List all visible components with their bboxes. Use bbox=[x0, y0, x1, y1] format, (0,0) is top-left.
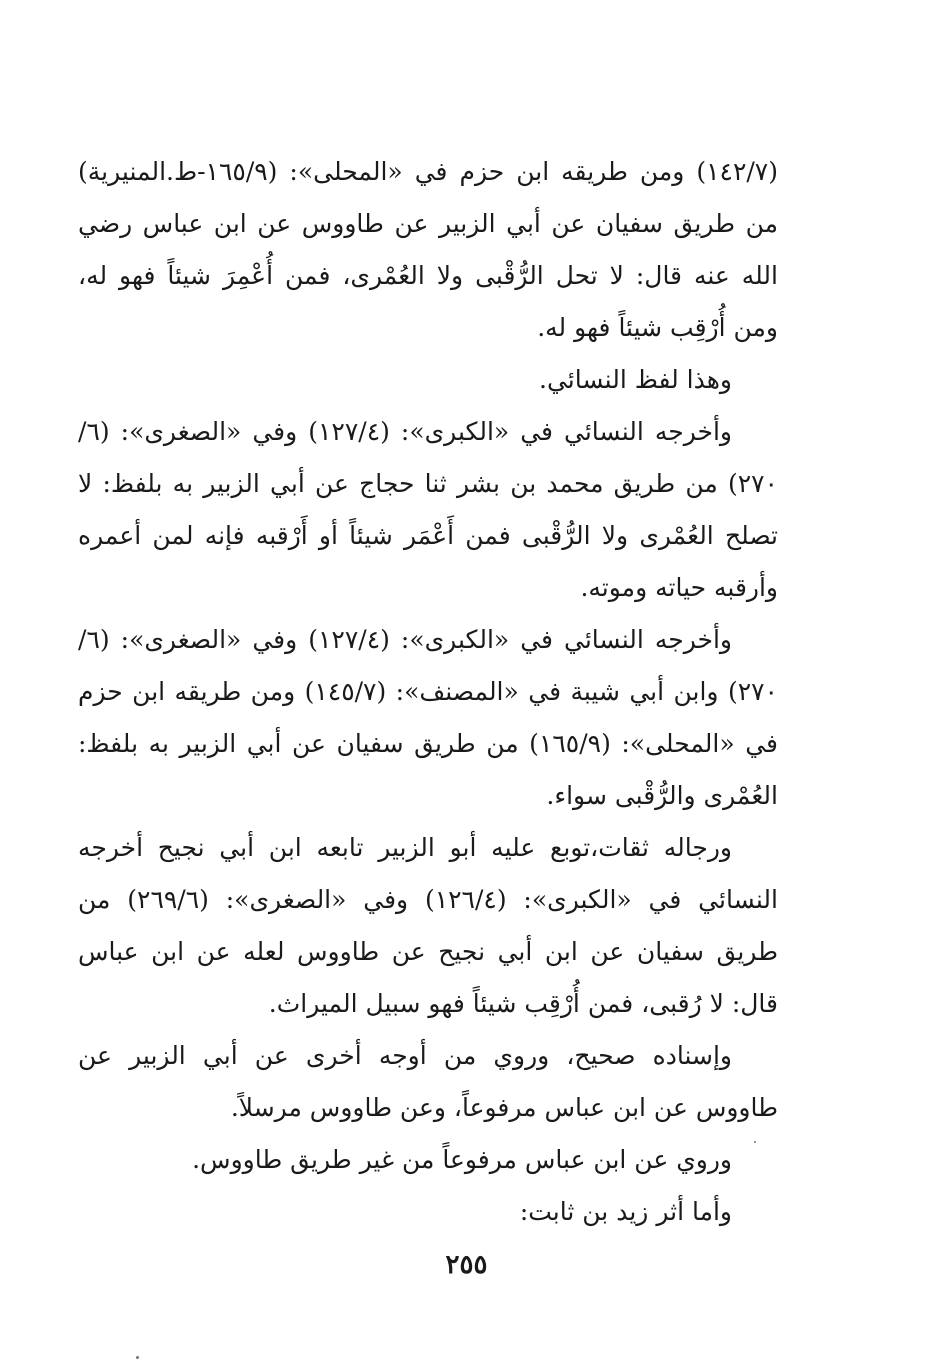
body-text bbox=[78, 146, 778, 1238]
paragraph-8: وأما أثر زيد بن ثابت: bbox=[519, 1197, 732, 1226]
paragraph-3: وأخرجه النسائي في «الكبرى»: (١٢٧/٤) وفي «الصغرى»: (٦/ ٢٧٠) من طريق محمد بن بشر ثنا حجاج عن أبي الزبير به بلفظ: لا تصلح العُمْرى ولا الرُّقْبى فمن أَعْمَر شيئاً أو أَرْقبه فإنه لمن أعمره وأرقبه حياته وموته. bbox=[78, 417, 778, 602]
paragraph-4: وأخرجه النسائي في «الكبرى»: (١٢٧/٤) وفي «الصغرى»: (٦/ ٢٧٠) وابن أبي شيبة في «المصنف»: (١٤٥/٧) ومن طريقه ابن حزم في «المحلى»: (١٦٥/٩) من طريق سفيان عن أبي الزبير به بلفظ: العُمْرى والرُّقْبى سواء. bbox=[78, 625, 779, 810]
paragraph-2: وهذا لفظ النسائي. bbox=[539, 365, 732, 394]
paragraph-5: ورجاله ثقات،توبع عليه أبو الزبير تابعه ابن أبي نجيح أخرجه النسائي في «الكبرى»: (١٢٦/٤) وفي «الصغرى»: (٢٦٩/٦) من طريق سفيان عن ابن أبي نجيح عن طاووس لعله عن ابن عباس قال: لا رُقبى، فمن أُرْقِب شيئاً فهو سبيل الميراث. bbox=[78, 833, 778, 1018]
page-number: ٢٥٥ bbox=[445, 1250, 488, 1280]
paragraph-7: وروي عن ابن عباس مرفوعاً من غير طريق طاووس. bbox=[192, 1145, 732, 1174]
scan-speck bbox=[754, 1141, 756, 1143]
paragraph-1: (١٤٢/٧) ومن طريقه ابن حزم في «المحلى»: (١٦٥/٩-ط.المنيرية) من طريق سفيان عن أبي الزبير عن طاووس عن ابن عباس رضي الله عنه قال: لا تحل الرُّقْبى ولا العُمْرى، فمن أُعْمِرَ شيئاً فهو له، ومن أُرْقِب شيئاً فهو له. bbox=[78, 157, 778, 342]
paragraph-6: وإسناده صحيح، وروي من أوجه أخرى عن أبي الزبير عن طاووس عن ابن عباس مرفوعاً، وعن طاووس مرسلاً. bbox=[78, 1041, 778, 1122]
scan-speck bbox=[136, 1356, 139, 1359]
